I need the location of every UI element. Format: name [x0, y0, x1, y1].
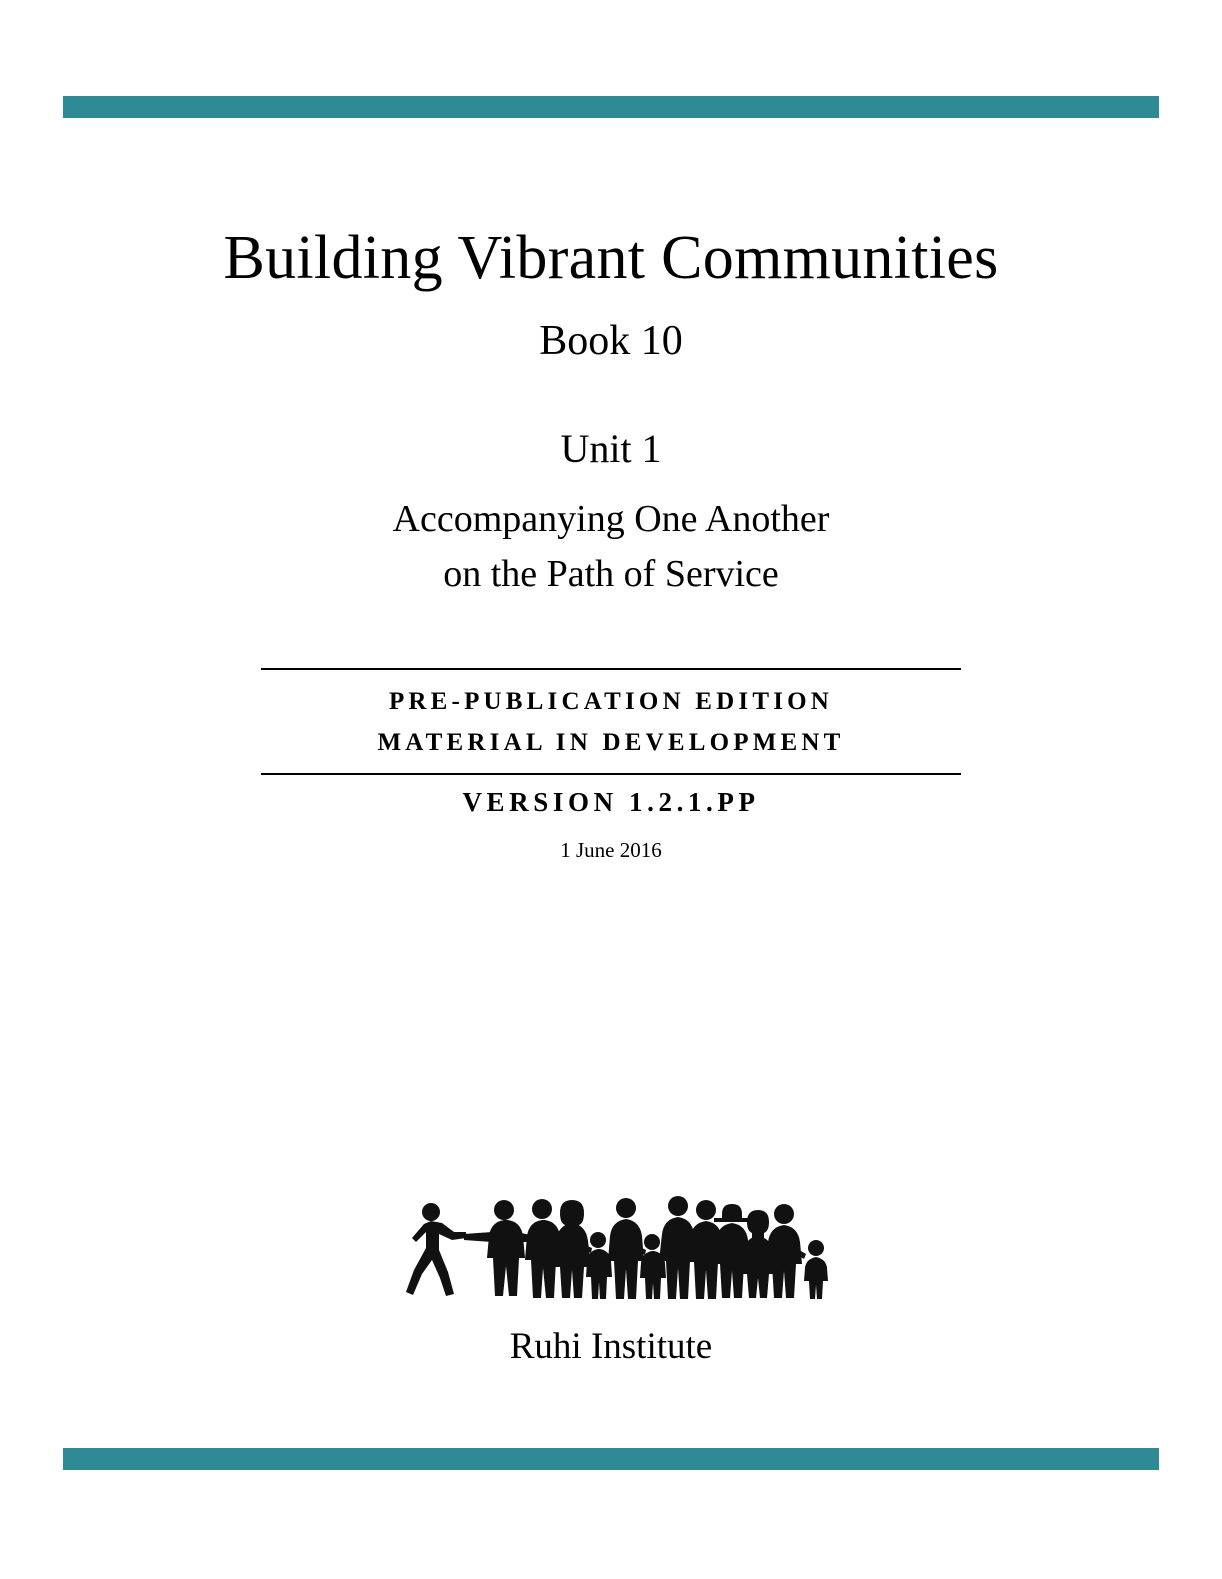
edition-line-2: MATERIAL IN DEVELOPMENT	[377, 728, 845, 756]
unit-title-line-2: on the Path of Service	[443, 553, 779, 596]
edition-notice	[261, 668, 961, 775]
unit-title	[0, 492, 1222, 602]
publisher-name: Ruhi Institute	[509, 1326, 713, 1367]
unit-title-line-1: Accompanying One Another	[392, 498, 830, 540]
people-silhouette-logo	[0, 1196, 1222, 1316]
page-title: Building Vibrant Communities	[223, 224, 999, 292]
edition-line-1: PRE-PUBLICATION EDITION	[388, 688, 834, 715]
top-accent-bar	[63, 96, 1159, 118]
version-label: VERSION 1.2.1.PP	[462, 787, 760, 817]
date-label: 1 June 2016	[560, 838, 662, 862]
book-label: Book 10	[539, 318, 683, 364]
unit-label: Unit 1	[560, 426, 662, 471]
bottom-accent-bar	[63, 1448, 1159, 1470]
